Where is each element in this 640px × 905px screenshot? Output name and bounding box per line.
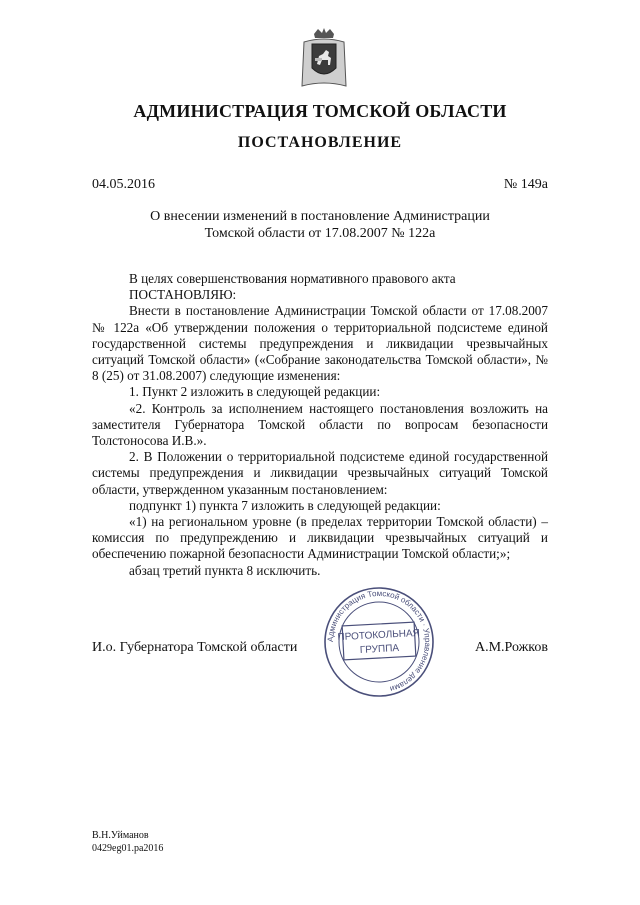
footer-author: В.Н.Уйманов — [92, 830, 149, 841]
coat-of-arms-icon — [300, 28, 348, 92]
organization-title: АДМИНИСТРАЦИЯ ТОМСКОЙ ОБЛАСТИ — [133, 101, 507, 121]
body-paragraph: Внести в постановление Администрации Томской области от 17.08.2007 № 122а «Об утверждении положения о территориальной подсистеме единой государственной системы предупреждения и ликвидации чрезвычайных ситуаций Томской области» («Собрание законодательства Томской области», № 8 (25) от 31.08.2007) следующие изменения: — [92, 303, 548, 384]
decree-keyword: ПОСТАНОВЛЯЮ: — [129, 287, 237, 303]
document-type-title: ПОСТАНОВЛЕНИЕ — [237, 134, 403, 151]
signatory-position: И.о. Губернатора Томской области — [92, 640, 298, 655]
footer-file-code: 0429eg01.pa2016 — [92, 843, 164, 854]
body-paragraph: абзац третий пункта 8 исключить. — [129, 562, 321, 578]
document-date: 04.05.2016 — [92, 177, 155, 192]
body-paragraph: В целях совершенствования нормативного правового акта — [129, 271, 456, 286]
body-paragraph: подпункт 1) пункта 7 изложить в следующей редакции: — [129, 497, 441, 513]
body-paragraph: 1. Пункт 2 изложить в следующей редакции: — [129, 384, 381, 400]
subject-line: Томской области от 17.08.2007 № 122а — [204, 226, 436, 241]
document-body — [92, 271, 548, 579]
body-paragraph: 2. В Положении о территориальной подсистеме единой государственной системы предупреждения и ликвидации чрезвычайных ситуаций Томской области, утвержденном указанным постановлением: — [92, 449, 548, 497]
body-paragraph: «1) на региональном уровне (в пределах территории Томской области) – комиссия по предупреждению и ликвидации чрезвычайных ситуаций и обеспечению пожарной безопасности Администрации Томской области;»; — [92, 514, 548, 562]
stamp-ring-text: Администрация Томской области · Управление делами — [325, 588, 433, 694]
subject-line: О внесении изменений в постановление Администрации — [150, 209, 490, 224]
body-paragraph: «2. Контроль за исполнением настоящего постановления возложить на заместителя Губернатора Томской области по вопросам безопасности Толстоносова И.В.». — [92, 400, 548, 449]
stamp-center-line: ГРУППА — [359, 642, 400, 657]
stamp-center-line: ПРОТОКОЛЬНАЯ — [337, 627, 421, 644]
document-subject — [92, 208, 548, 242]
signatory-name: А.М.Рожков — [474, 640, 548, 655]
document-number: № 149а — [503, 177, 548, 192]
official-stamp — [319, 586, 439, 698]
document-footer — [92, 829, 163, 855]
